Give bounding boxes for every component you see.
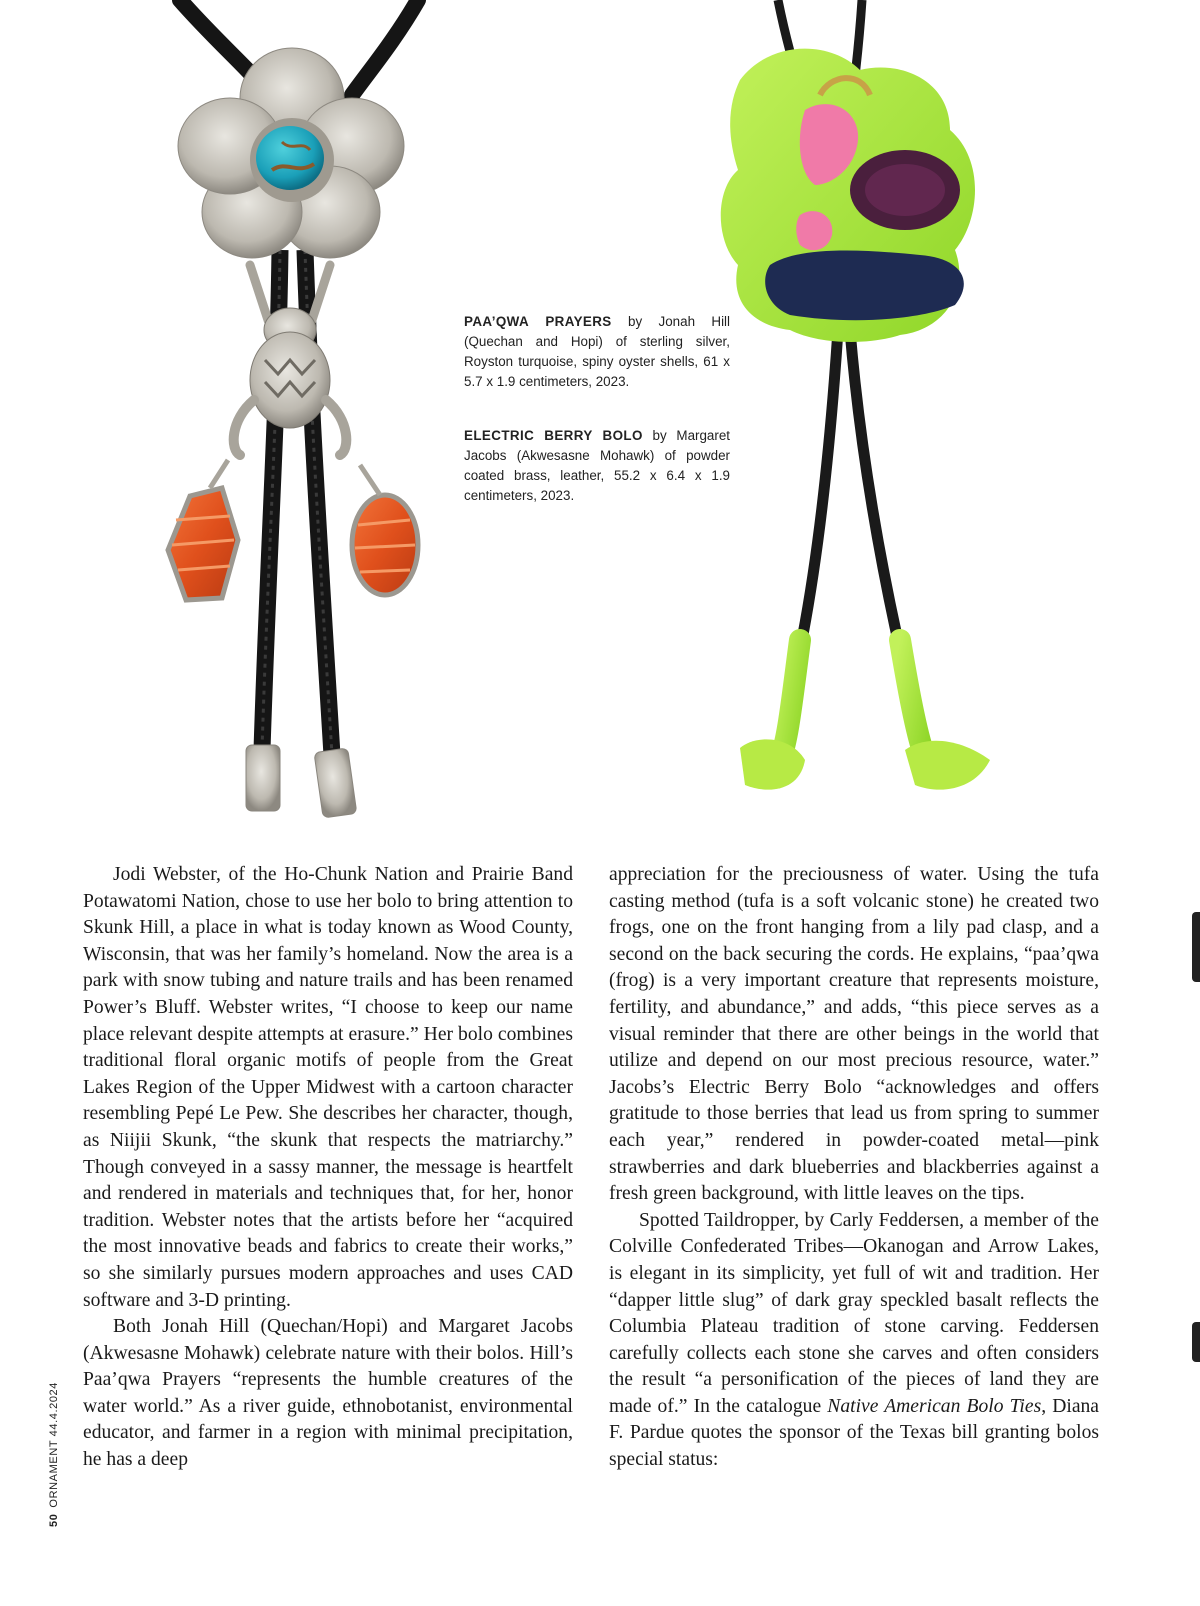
paragraph [609,1208,1099,1474]
edge-mark [1192,912,1200,982]
caption-text: by Jonah Hill (Quechan and Hopi) of sterling silver, Royston turquoise, spiny oyster shells, 61 x 5.7 x 1.9 centimeters, 2023. [464,314,730,389]
paragraph-text: Spotted Taildropper, by Carly Feddersen, a member of the Colville Confederated Tribes—Okanogan and Arrow Lakes, is elegant in its simplicity, yet full of wit and tradition. Her “dapper little slug” of dark gray speckled basalt reflects the Columbia Plateau tradition of stone carving. Feddersen carefully collects each stone she carves and often considers the result “a personification of the pieces of land they are made of.” In the catalogue [609,1209,1099,1417]
page-number: 50 [48,1513,60,1527]
body-column-right [609,862,1099,1474]
body-column-left [83,862,573,1474]
caption-title: PAA’QWA PRAYERS [464,314,612,329]
edge-mark [1192,1322,1200,1362]
paragraph: Both Jonah Hill (Quechan/Hopi) and Margaret Jacobs (Akwesasne Mohawk) celebrate nature with their bolos. Hill’s Paa’qwa Prayers “represents the humble creatures of the water world.” As a river guide, ethnobotanist, environmental educator, and farmer in a region with minimal precipitation, he has a deep [83,1316,573,1471]
paragraph: Jodi Webster, of the Ho-Chunk Nation and Prairie Band Potawatomi Nation, chose to use her bolo to bring attention to Skunk Hill, a place in what is today known as Wood County, Wisconsin, that was her family’s homeland. Now the area is a park with snow tubing and nature trails and has been renamed Power’s Bluff. Webster writes, “I choose to keep our name place relevant despite attempts at erasure.” Her bolo combines traditional floral organic motifs of people from the Great Lakes Region of the Upper Midwest with a cartoon character resembling Pepé Le Pew. She describes her character, though, as Niijii Skunk, “the skunk that respects the matriarchy.” Though conveyed in a sassy manner, the message is heartfelt and rendered in materials and techniques that, for her, honor tradition. Webster notes that the artists before her “acquired the most innovative beads and fabrics to create their works,” so she similarly pursues modern approaches and uses CAD software and 3-D printing. [83,864,573,1311]
paragraph: appreciation for the preciousness of water. Using the tufa casting method (tufa is a soft volcanic stone) he created two frogs, one on the front hanging from a lily pad clasp, and a second on the back securing the cords. He explains, “paa’qwa (frog) is a very important creature that represents moisture, fertility, and abundance,” and adds, “this piece serves as a visual reminder that there are other beings in the world that utilize and depend on our most precious resource, water.” Jacobs’s Electric Berry Bolo “acknowledges and offers gratitude to those berries that lead us from spring to summer each year,” rendered in powder-coated metal—pink strawberries and dark blueberries and blackberries against a fresh green background, with little leaves on the tips. [609,864,1099,1205]
caption-paaqwa-prayers [464,312,730,392]
running-footer: ORNAMENT 44.4.2024 [48,1382,60,1508]
caption-text: by Margaret Jacobs (Akwesasne Mohawk) of powder coated brass, leather, 55.2 x 6.4 x 1.9 centimeters, 2023. [464,428,731,503]
electric-berry-bolo [721,0,990,790]
caption-electric-berry-bolo [464,426,730,506]
caption-title: ELECTRIC BERRY BOLO [464,428,643,443]
book-title: Native American Bolo Ties [827,1395,1042,1417]
page-folio [48,1382,60,1527]
paaqwa-prayers-bolo [168,0,418,818]
paragraph-text-end: , Diana F. Pardue quotes the sponsor of the Texas bill granting bolos special status: [609,1395,1100,1471]
